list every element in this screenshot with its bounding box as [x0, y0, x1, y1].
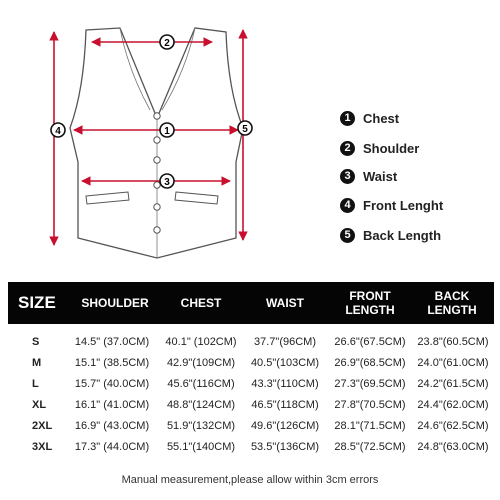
chest-cell: 48.8"(124CM)	[166, 399, 236, 411]
shoulder-cell: 17.3" (44.0CM)	[74, 441, 150, 453]
vest-button	[154, 204, 160, 210]
vest-button	[154, 157, 160, 163]
legend-item-shoulder	[340, 138, 419, 158]
table-row	[8, 417, 494, 435]
header-chest: CHEST	[180, 296, 222, 310]
legend-label: Front Lenght	[363, 197, 444, 213]
shoulder-marker	[160, 35, 174, 49]
svg-text:4: 4	[55, 126, 61, 137]
vest-button	[154, 137, 160, 143]
back-length-cell: 24.8"(63.0CM)	[417, 441, 489, 453]
chest-cell: 40.1" (102CM)	[165, 336, 237, 348]
vest-button	[154, 227, 160, 233]
legend-label: Shoulder	[363, 140, 420, 156]
table-row	[8, 375, 494, 393]
front-length-cell: 28.5"(72.5CM)	[334, 441, 406, 453]
size-cell: 2XL	[32, 420, 53, 432]
number-badge-icon: 1	[340, 111, 355, 126]
size-cell: 3XL	[32, 441, 53, 453]
chest-marker	[160, 123, 174, 137]
waist-marker	[160, 174, 174, 188]
svg-text:1: 1	[164, 126, 170, 137]
waist-cell: 40.5"(103CM)	[250, 357, 320, 369]
chest-cell: 42.9"(109CM)	[166, 357, 236, 369]
waist-cell: 43.3"(110CM)	[251, 378, 319, 390]
front-length-cell: 26.9"(68.5CM)	[334, 357, 406, 369]
legend-label: Waist	[363, 168, 398, 184]
table-row	[8, 354, 494, 372]
vest-diagram	[0, 0, 330, 270]
front-length-marker	[51, 123, 65, 137]
front-length-cell: 26.6"(67.5CM)	[334, 336, 406, 348]
svg-text:2: 2	[164, 38, 170, 49]
waist-cell: 53.5"(136CM)	[250, 441, 320, 453]
waist-cell: 49.6"(126CM)	[250, 420, 320, 432]
table-row	[8, 396, 494, 414]
svg-text:3: 3	[164, 177, 170, 188]
header-size: SIZE	[18, 293, 56, 312]
header-waist: WAIST	[266, 296, 304, 310]
back-length-cell: 24.2"(61.5CM)	[417, 378, 489, 390]
size-cell: L	[32, 378, 39, 390]
back-length-cell: 24.0"(61.0CM)	[417, 357, 489, 369]
chest-cell: 51.9"(132CM)	[166, 420, 236, 432]
size-table-header	[8, 282, 494, 324]
shoulder-cell: 16.1" (41.0CM)	[74, 399, 150, 411]
header-back-length: BACK LENGTH	[427, 289, 477, 317]
legend-item-chest	[340, 108, 399, 128]
size-cell: XL	[32, 399, 47, 411]
size-cell: M	[32, 357, 42, 369]
front-length-cell: 27.8"(70.5CM)	[334, 399, 406, 411]
header-shoulder: SHOULDER	[81, 296, 149, 310]
number-badge-icon: 3	[340, 169, 355, 184]
shoulder-cell: 16.9" (43.0CM)	[74, 420, 150, 432]
number-badge-icon: 5	[340, 228, 355, 243]
legend-item-back-length	[340, 225, 441, 245]
back-length-cell: 24.6"(62.5CM)	[417, 420, 489, 432]
vest-button	[154, 182, 160, 188]
svg-text:5: 5	[242, 124, 248, 135]
waist-cell: 46.5"(118CM)	[251, 399, 319, 411]
legend-label: Chest	[363, 110, 400, 126]
number-badge-icon: 2	[340, 141, 355, 156]
front-length-cell: 28.1"(71.5CM)	[334, 420, 406, 432]
number-badge-icon: 4	[340, 198, 355, 213]
front-length-cell: 27.3"(69.5CM)	[334, 378, 406, 390]
table-row	[8, 438, 494, 456]
size-cell: S	[32, 336, 40, 348]
shoulder-cell: 15.7" (40.0CM)	[74, 378, 150, 390]
waist-cell: 37.7"(96CM)	[254, 336, 316, 348]
chest-cell: 55.1"(140CM)	[166, 441, 236, 453]
legend-item-front-length	[340, 195, 443, 215]
back-length-cell: 24.4"(62.0CM)	[417, 399, 489, 411]
shoulder-cell: 15.1" (38.5CM)	[74, 357, 150, 369]
legend-item-waist	[340, 166, 397, 186]
back-length-marker	[238, 121, 252, 135]
back-length-cell: 23.8"(60.5CM)	[417, 336, 489, 348]
vest-button	[154, 113, 160, 119]
table-row	[8, 333, 494, 351]
shoulder-cell: 14.5" (37.0CM)	[74, 336, 150, 348]
chest-cell: 45.6"(116CM)	[167, 378, 235, 390]
header-front-length: FRONT LENGTH	[345, 289, 395, 317]
measurement-note: Manual measurement,please allow within 3cm errors	[121, 474, 379, 486]
legend-label: Back Length	[363, 227, 442, 243]
